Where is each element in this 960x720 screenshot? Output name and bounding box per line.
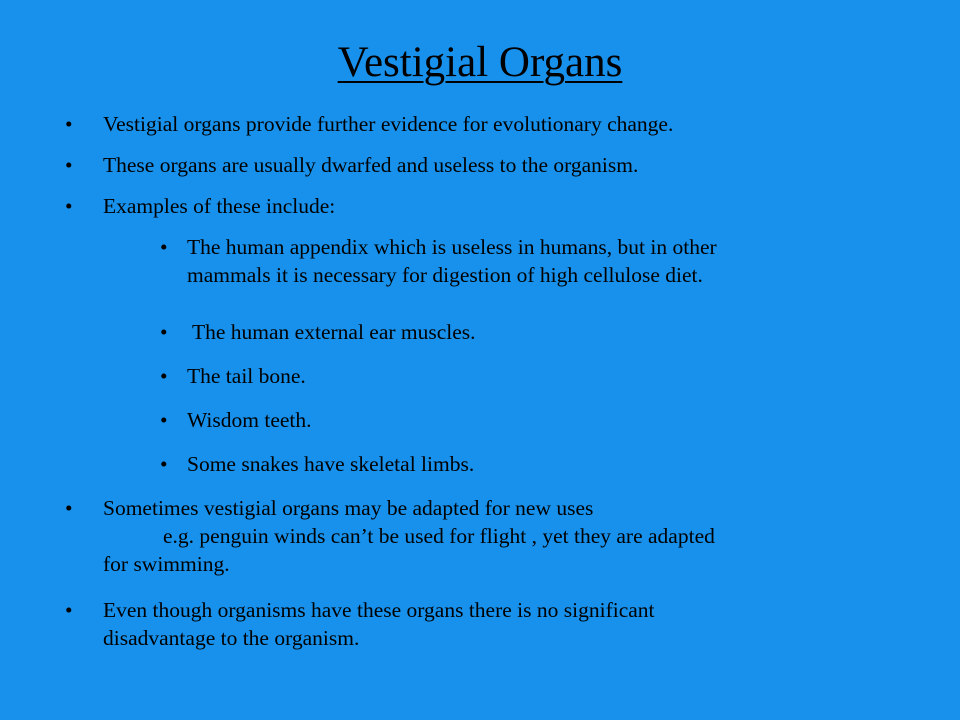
bullet-text: Examples of these include: xyxy=(103,194,336,218)
sub-bullet-item xyxy=(160,450,475,478)
bullet-text: These organs are usually dwarfed and useless to the organism. xyxy=(103,153,639,177)
bullet-text-line: disadvantage to the organism. xyxy=(103,626,360,650)
bullet-icon: • xyxy=(65,112,73,136)
bullet-icon: • xyxy=(160,452,168,476)
bullet-item xyxy=(65,151,639,179)
sub-bullet-item xyxy=(160,318,476,346)
bullet-text-line: Sometimes vestigial organs may be adapted for new uses xyxy=(103,496,594,520)
bullet-text-line: Even though organisms have these organs there is no significant xyxy=(103,598,655,622)
bullet-text-line: mammals it is necessary for digestion of high cellulose diet. xyxy=(187,263,703,287)
bullet-icon: • xyxy=(160,364,168,388)
sub-bullet-item xyxy=(160,406,312,434)
sub-bullet-item xyxy=(160,362,306,390)
bullet-item xyxy=(65,596,655,652)
bullet-icon: • xyxy=(65,194,73,218)
bullet-icon: • xyxy=(65,496,73,520)
bullet-text-line: The human appendix which is useless in humans, but in other xyxy=(187,235,717,259)
bullet-item xyxy=(65,110,674,138)
bullet-text: Some snakes have skeletal limbs. xyxy=(187,452,475,476)
slide-title: Vestigial Organs xyxy=(337,39,623,86)
bullet-icon: • xyxy=(65,598,73,622)
bullet-icon: • xyxy=(160,235,168,259)
bullet-icon: • xyxy=(65,153,73,177)
bullet-item xyxy=(65,494,715,578)
bullet-text: The human external ear muscles. xyxy=(187,320,476,344)
bullet-item xyxy=(65,192,336,220)
bullet-text-line: for swimming. xyxy=(103,552,230,576)
bullet-text: Vestigial organs provide further evidence for evolutionary change. xyxy=(103,112,674,136)
bullet-icon: • xyxy=(160,320,168,344)
bullet-icon: • xyxy=(160,408,168,432)
bullet-text-line: e.g. penguin winds can’t be used for flight , yet they are adapted xyxy=(163,524,715,548)
sub-bullet-item xyxy=(160,233,717,289)
bullet-text: Wisdom teeth. xyxy=(187,408,312,432)
bullet-text: The tail bone. xyxy=(187,364,306,388)
